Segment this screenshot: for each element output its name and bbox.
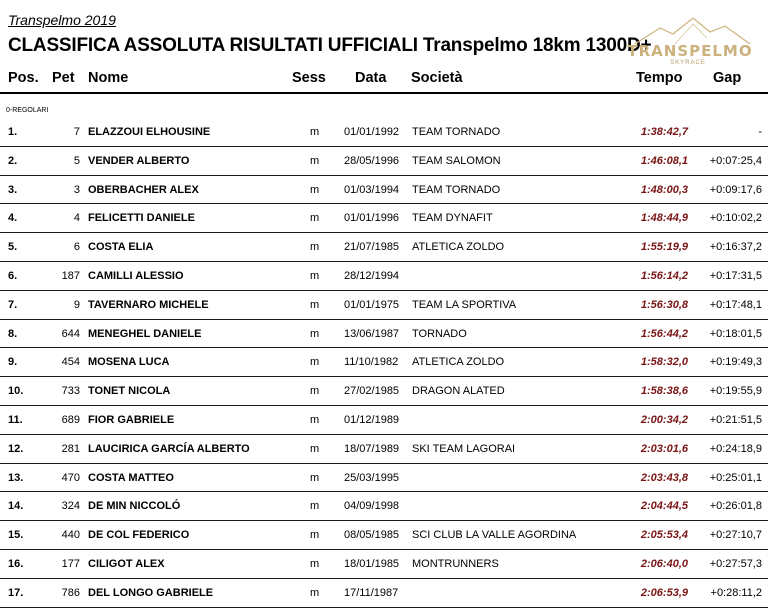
time-gap: - (758, 126, 762, 138)
time-gap: +0:25:01,1 (709, 471, 762, 484)
header-name: Nome (88, 70, 129, 86)
transpelmo-logo (615, 16, 765, 66)
finish-time: 2:03:43,8 (640, 471, 688, 484)
athlete-name: MOSENA LUCA (88, 356, 170, 369)
birth-date: 01/01/1992 (344, 126, 400, 138)
table-row (0, 579, 768, 608)
table-row (0, 492, 768, 521)
birth-date: 04/09/1998 (344, 500, 400, 513)
position: 10. (8, 385, 24, 398)
header-sex: Sess (292, 70, 326, 86)
header-date: Data (355, 70, 387, 86)
table-row (0, 176, 768, 205)
bib-number: 324 (61, 500, 80, 513)
bib-number: 7 (73, 126, 80, 138)
time-gap: +0:17:31,5 (709, 269, 762, 282)
time-gap: +0:16:37,2 (709, 241, 762, 254)
time-gap: +0:21:51,5 (709, 413, 762, 426)
athlete-name: COSTA MATTEO (88, 471, 174, 484)
birth-date: 18/01/1985 (344, 557, 400, 570)
finish-time: 1:48:44,9 (640, 212, 688, 225)
finish-time: 1:58:38,6 (640, 385, 688, 398)
athlete-name: DEL LONGO GABRIELE (88, 586, 214, 599)
table-row (0, 377, 768, 406)
sex: m (310, 241, 320, 254)
birth-date: 28/12/1994 (344, 269, 400, 282)
position: 5. (8, 241, 18, 254)
sex: m (310, 385, 320, 398)
bib-number: 187 (61, 269, 80, 282)
time-gap: +0:18:01,5 (709, 327, 762, 340)
time-gap: +0:27:10,7 (709, 529, 762, 542)
team-name: MONTRUNNERS (412, 557, 499, 570)
athlete-name: LAUCIRICA GARCÍA ALBERTO (88, 442, 250, 455)
athlete-name: DE MIN NICCOLÓ (88, 500, 181, 513)
finish-time: 1:48:00,3 (640, 183, 688, 196)
athlete-name: ELAZZOUI ELHOUSINE (88, 126, 211, 138)
sex: m (310, 154, 320, 167)
table-row (0, 521, 768, 550)
team-name: TEAM SALOMON (412, 154, 501, 167)
bib-number: 5 (73, 154, 80, 167)
time-gap: +0:28:11,2 (710, 586, 762, 599)
time-gap: +0:09:17,6 (709, 183, 762, 196)
birth-date: 01/01/1996 (344, 212, 400, 225)
birth-date: 11/10/1982 (344, 356, 399, 369)
position: 17. (8, 586, 24, 599)
team-name: TEAM DYNAFIT (412, 212, 493, 225)
time-gap: +0:19:55,9 (709, 385, 762, 398)
time-gap: +0:26:01,8 (709, 500, 762, 513)
finish-time: 1:56:14,2 (640, 269, 688, 282)
header-time: Tempo (636, 70, 683, 86)
finish-time: 2:06:53,9 (640, 586, 688, 599)
birth-date: 01/01/1975 (344, 298, 400, 311)
time-gap: +0:24:18,9 (709, 442, 762, 455)
table-row (0, 348, 768, 377)
team-name: TEAM TORNADO (412, 126, 501, 138)
header-pet: Pet (52, 70, 75, 86)
position: 3. (8, 183, 18, 196)
birth-date: 01/03/1994 (344, 183, 400, 196)
table-row (0, 118, 768, 147)
athlete-name: TAVERNARO MICHELE (88, 298, 209, 311)
finish-time: 2:06:40,0 (640, 557, 688, 570)
table-row (0, 550, 768, 579)
position: 9. (8, 356, 18, 369)
bib-number: 644 (61, 327, 80, 340)
bib-number: 177 (61, 557, 80, 570)
position: 1. (8, 126, 18, 138)
position: 15. (8, 529, 24, 542)
finish-time: 1:56:44,2 (640, 327, 688, 340)
position: 4. (8, 212, 18, 225)
finish-time: 1:56:30,8 (640, 298, 688, 311)
athlete-name: FIOR GABRIELE (88, 413, 175, 426)
sex: m (310, 471, 320, 484)
birth-date: 27/02/1985 (344, 385, 400, 398)
finish-time: 1:38:42,7 (640, 126, 688, 138)
athlete-name: DE COL FEDERICO (88, 529, 190, 542)
header-divider (0, 92, 768, 94)
team-name: SKI TEAM LAGORAI (412, 442, 516, 455)
sex: m (310, 586, 320, 599)
finish-time: 1:58:32,0 (640, 356, 688, 369)
table-row (0, 233, 768, 262)
bib-number: 440 (61, 529, 80, 542)
position: 16. (8, 557, 24, 570)
sex: m (310, 298, 320, 311)
time-gap: +0:10:02,2 (709, 212, 762, 225)
birth-date: 17/11/1987 (344, 586, 399, 599)
finish-time: 2:05:53,4 (640, 529, 688, 542)
table-header (0, 67, 768, 91)
athlete-name: CILIGOT ALEX (88, 557, 165, 570)
header-gap: Gap (713, 70, 742, 86)
team-name: ATLETICA ZOLDO (412, 356, 505, 369)
table-row (0, 406, 768, 435)
table-row (0, 147, 768, 176)
athlete-name: COSTA ELIA (88, 241, 154, 254)
finish-time: 2:03:01,6 (640, 442, 688, 455)
bib-number: 9 (73, 298, 80, 311)
athlete-name: MENEGHEL DANIELE (88, 327, 202, 340)
position: 12. (8, 442, 24, 455)
team-name: TORNADO (412, 327, 467, 340)
bib-number: 470 (61, 471, 80, 484)
athlete-name: OBERBACHER ALEX (88, 183, 199, 196)
bib-number: 281 (61, 442, 80, 455)
sex: m (310, 212, 320, 225)
finish-time: 1:55:19,9 (640, 241, 688, 254)
time-gap: +0:19:49,3 (709, 356, 762, 369)
bib-number: 4 (73, 212, 80, 225)
birth-date: 01/12/1989 (344, 413, 400, 426)
birth-date: 25/03/1995 (344, 471, 400, 484)
time-gap: +0:07:25,4 (709, 154, 762, 167)
athlete-name: VENDER ALBERTO (88, 154, 190, 167)
event-name: Transpelmo 2019 (8, 12, 116, 28)
table-row (0, 204, 768, 233)
bib-number: 454 (61, 356, 80, 369)
position: 2. (8, 154, 18, 167)
position: 13. (8, 471, 24, 484)
table-row (0, 464, 768, 493)
logo-text: TRANSPELMO (627, 42, 753, 60)
sex: m (310, 126, 320, 138)
sex: m (310, 413, 320, 426)
time-gap: +0:17:48,1 (709, 298, 762, 311)
table-row (0, 262, 768, 291)
bib-number: 6 (73, 241, 80, 254)
position: 6. (8, 269, 18, 282)
header-pos: Pos. (8, 70, 39, 86)
athlete-name: FELICETTI DANIELE (88, 212, 195, 225)
sex: m (310, 500, 320, 513)
bib-number: 786 (61, 586, 80, 599)
team-name: DRAGON ALATED (412, 385, 505, 398)
finish-time: 1:46:08,1 (640, 154, 688, 167)
team-name: SCI CLUB LA VALLE AGORDINA (412, 529, 577, 542)
birth-date: 21/07/1985 (344, 241, 400, 254)
sex: m (310, 183, 320, 196)
category-label: 0-REGOLARI (6, 107, 49, 114)
bib-number: 3 (73, 183, 80, 196)
finish-time: 2:00:34,2 (640, 413, 688, 426)
birth-date: 08/05/1985 (344, 529, 400, 542)
time-gap: +0:27:57,3 (709, 557, 762, 570)
team-name: ATLETICA ZOLDO (412, 241, 505, 254)
sex: m (310, 269, 320, 282)
header-team: Società (411, 70, 463, 86)
table-row (0, 435, 768, 464)
athlete-name: CAMILLI ALESSIO (88, 269, 184, 282)
sex: m (310, 529, 320, 542)
birth-date: 13/06/1987 (344, 327, 400, 340)
birth-date: 28/05/1996 (344, 154, 400, 167)
position: 11. (8, 413, 23, 426)
table-row (0, 291, 768, 320)
birth-date: 18/07/1989 (344, 442, 400, 455)
sex: m (310, 442, 320, 455)
table-row (0, 320, 768, 349)
bib-number: 689 (61, 413, 80, 426)
results-table (0, 118, 768, 608)
team-name: TEAM TORNADO (412, 183, 501, 196)
sex: m (310, 327, 320, 340)
position: 7. (8, 298, 18, 311)
position: 14. (8, 500, 24, 513)
sex: m (310, 557, 320, 570)
page-title: CLASSIFICA ASSOLUTA RISULTATI UFFICIALI Transpelmo 18km 1300D+ (8, 35, 652, 56)
bib-number: 733 (61, 385, 80, 398)
logo-subtitle: SKYRACE (670, 60, 706, 66)
athlete-name: TONET NICOLA (88, 385, 171, 398)
position: 8. (8, 327, 18, 340)
team-name: TEAM LA SPORTIVA (412, 298, 517, 311)
sex: m (310, 356, 320, 369)
finish-time: 2:04:44,5 (640, 500, 688, 513)
